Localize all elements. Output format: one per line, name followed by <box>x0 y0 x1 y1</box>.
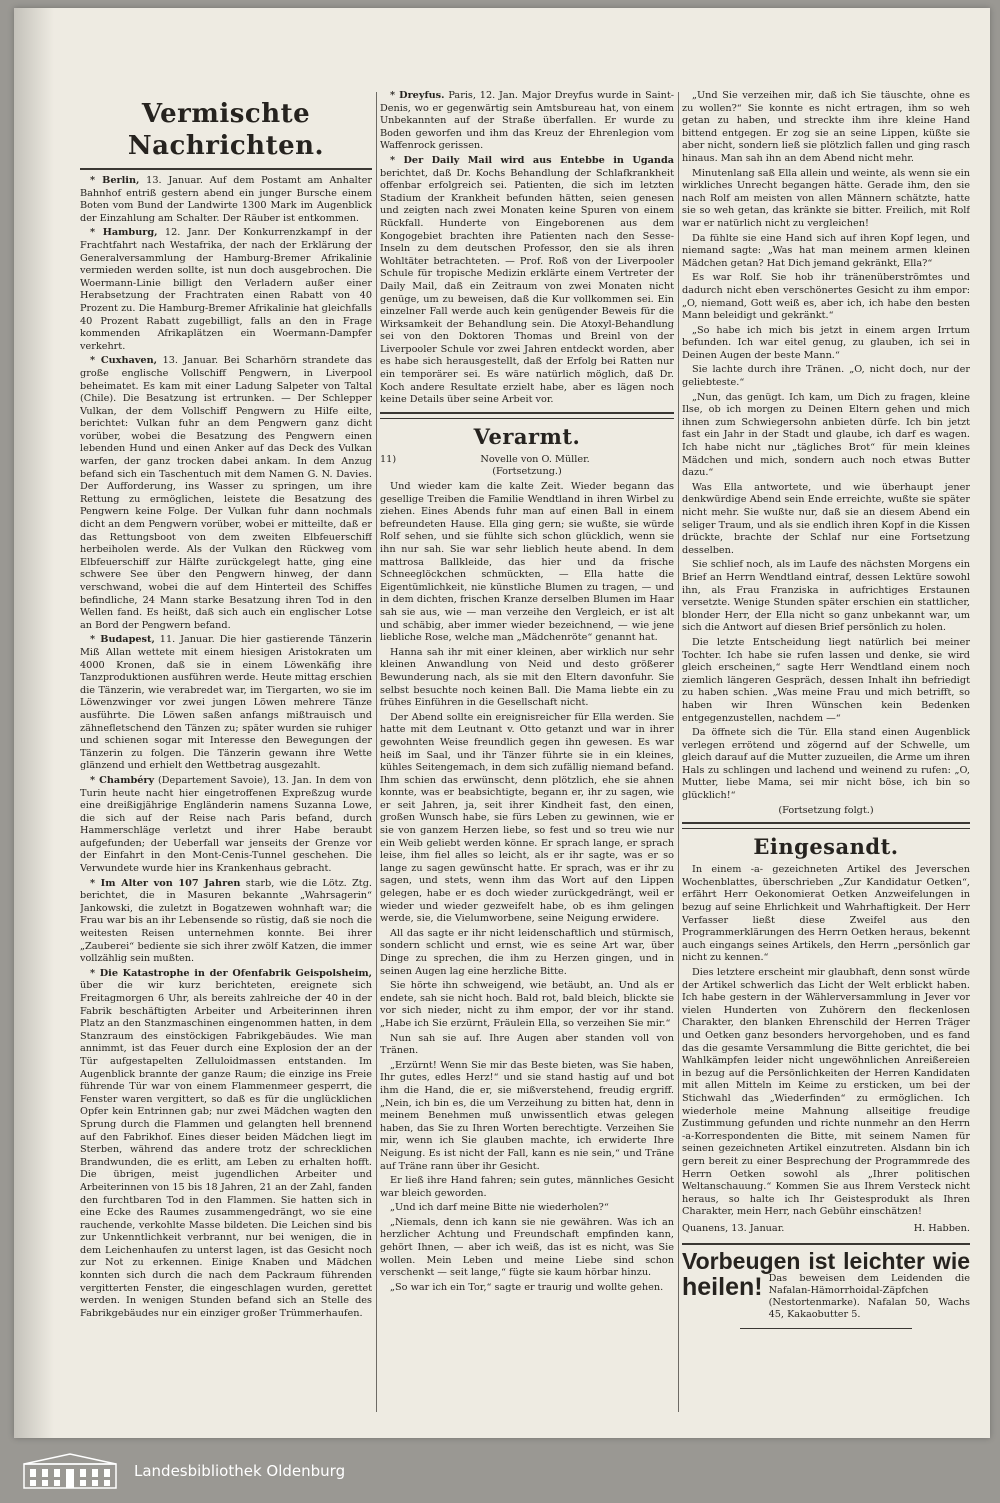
news-articles <box>80 175 372 1320</box>
serial-paragraph: „So habe ich mich bis jetzt in einem argen Irrtum befunden. Ich war eitel genug, zu glauben, ich sei in Deinen Augen der beste Mann.“ <box>682 324 970 361</box>
serial-text <box>682 90 970 803</box>
news-item-lead: * Hamburg, <box>90 227 158 239</box>
library-building-icon <box>22 1452 118 1490</box>
column-serial-and-letters <box>682 90 970 1430</box>
serial-paragraph: Es war Rolf. Sie hob ihr tränenüberströmtes und dadurch nicht eben verschönertes Gesicht zu ihm empor: „O, niemand, Gott weiß es, aber ich, ich habe den besten Mann beleidigt und gekränkt.“ <box>682 272 970 322</box>
news-item-lead: * Berlin, <box>90 175 140 186</box>
column-rule <box>678 92 679 1412</box>
news-item-text: 13. Januar. Auf dem Postamt am Anhalter Bahnhof entriß gestern abend ein junger Bursche einem Boten vom Bund der Landwirte 1300 Mark im Augenblick der Einzahlung am Schalter. Der Räuber ist entkommen. <box>80 175 372 224</box>
column-news-and-serial <box>380 90 674 1430</box>
news-item-text: über die wir kurz berichteten, ereignete sich Freitagmorgen 6 Uhr, als bereits zahlreiche der 40 in der Fabrik beschäftigten Arbeiter und Arbeiterinnen ihren Platz an den Stanzmaschinen eingenommen hatten, in dem Stanzraum des einstöckigen Fabrikgebäudes. Wie man annimmt, ist das Feuer durch eine Explosion der an der Tür aufgestapelten Zelluloidmassen entstanden. Im Augenblick brannte der ganze Raum; die einzige ins Freie führende Tür war von einem Flammenmeer gesperrt, die Fenster waren vergittert, so daß es für die unglücklichen Opfer kein Entrinnen gab; nur zwei Mädchen wagten den Sprung durch die Flammen und gelangten hell brennend auf den Fabrikhof. Eines dieser beiden Mädchen liegt im Sterben, während das andere trotz der schrecklichen Brandwunden, die es erlitt, am Leben zu erhalten hofft. Die übrigen, meist jugendlichen Arbeiter und Arbeiterinnen von 15 bis 18 Jahren, 21 an der Zahl, fanden den furchtbaren Tod in den Flammen. Sie hatten sich in eine Ecke des Raumes zusammengedrängt, wo sie eine rauchende, verkohlte Masse bildeten. Die Leichen sind bis zur Unkenntlichkeit verbrannt, nur bei wenigen, die in dem Leichenhaufen zu unterst lagen, ist das Gesicht noch zur Not zu erkennen. Einige Knaben und Mädchen konnten sich durch die nach dem Packraum führenden vergitterten Fenster, die eingeschlagen wurden, gerettet werden. In wenigen Stunden befand sich an Stelle des Fabrikgebäudes nur ein einziger großer Trümmerhaufen. <box>80 980 372 1319</box>
serial-title: Novelle von O. Müller. <box>480 453 590 465</box>
news-item <box>80 968 372 1321</box>
library-name: Landesbibliothek Oldenburg <box>134 1461 346 1480</box>
column-rule <box>376 92 377 1412</box>
letter-text <box>682 864 970 1219</box>
library-footer <box>0 1438 1000 1503</box>
serial-to-be-continued: (Fortsetzung folgt.) <box>778 804 874 816</box>
serial-paragraph: „Niemals, denn ich kann sie nie gewähren. Was ich an herzlicher Achtung und Freundschaft empfinden kann, gehört Ihnen, — aber ich weiß, das ist es nicht, was Sie wollen. Mein Leben und meine Liebe sind schon verschenkt — seit lange,“ fügte sie kaum hörbar hinzu. <box>380 1216 674 1279</box>
letters-heading: Eingesandt. <box>753 834 899 860</box>
serial-paragraph: Da fühlte sie eine Hand sich auf ihren Kopf legen, und niemand sagte: „Was hat man meinem armen kleinen Mädchen getan? Hat Dich jemand gekränkt, Ella?“ <box>682 232 970 269</box>
serial-paragraph: Nun sah sie auf. Ihre Augen aber standen voll von Tränen. <box>380 1032 674 1057</box>
serial-paragraph: Sie hörte ihn schweigend, wie betäubt, an. Und als er endete, sah sie nicht hoch. Bald rot, bald bleich, blickte sie vor sich nieder, nicht zu ihm empor, der vor ihr stand. „Habe ich Sie erzürnt, Fräulein Ella, so verzeihen Sie mir.“ <box>380 980 674 1029</box>
section-rule <box>380 412 674 419</box>
serial-heading: Verarmt. <box>473 423 581 449</box>
column-miscellaneous-news <box>80 92 372 1432</box>
news-item-lead: * Der Daily Mail wird aus Entebbe in Uganda <box>390 154 674 166</box>
news-item-text: (Departement Savoie), 13. Jan. In dem von Turin heute nacht hier eingetroffenen Expreßzug wurde eine dreißigjährige Engländerin namens Suzanna Lowe, die sich auf der Reise nach Paris befand, durch Hammerschläge verletzt und ihrer Habe beraubt aufgefunden; der Ueberfall war jenseits der Grenze vor der Einfahrt in den Mont-Cenis-Tunnel geschehen. Die Verwundete wurde hier ins Krankenhaus gebracht. <box>80 774 372 875</box>
binding-shadow <box>14 8 54 1438</box>
serial-text <box>380 481 674 1294</box>
serial-continuation: (Fortsetzung.) <box>492 466 562 478</box>
serial-paragraph: Sie schlief noch, als im Laufe des nächsten Morgens ein Brief an Herrn Wendtland eintraf, dessen Lektüre sowohl ihn, als Frau Franziska in aufrichtiges Erstaunen versetzte. Wenige Stunden später erschien ein stattlicher, blonder Herr, der Ella nicht so ganz unbekannt war, um sich die Antwort auf diesen Brief persönlich zu holen. <box>682 559 970 634</box>
serial-number: 11) <box>380 453 397 465</box>
ad-headline: Vorbeugen ist leichter wie <box>682 1248 970 1275</box>
news-item <box>80 175 372 225</box>
letter-signature: H. Habben. <box>913 1222 970 1234</box>
news-item <box>80 775 372 876</box>
news-item-text: 11. Januar. Die hier gastierende Tänzerin Miß Allan wettete mit einem hiesigen Aristokraten um 4000 Kronen, daß sie in einem Löwenkäfig ihre Tanzproduktionen ausführen werde. Heute mittag erschien die Tänzerin, wie verabredet war, im Tiergarten, wo sie im Löwenzwinger vor zwei jungen Löwen mehrere Tänze ausführte. Die Löwen saßen anfangs mißtrauisch und zähnefletschend den Tänzen zu; später wurden sie ruhiger und schienen sogar mit Interesse den Bewegungen der Tänzerin zu folgen. Die Tänzerin gewann ihre Wette glänzend und erhielt den Wettbetrag ausgezahlt. <box>80 634 372 772</box>
serial-byline <box>380 454 674 467</box>
news-item <box>380 155 674 407</box>
letter-signature-line <box>682 1223 970 1236</box>
section-rule <box>682 822 970 829</box>
serial-paragraph: Die letzte Entscheidung liegt natürlich bei meiner Tochter. Ich habe sie rufen lassen und denke, sie wird gleich erscheinen,“ sagte Herr Wendtland einem noch ziemlich längeren Gespräch, dessen Inhalt ihn befriedigt zu haben schien. „Was meine Frau und mich betrifft, so haben wir Ihren Wünschen kein Bedenken entgegenzustellen, nachdem —“ <box>682 636 970 724</box>
serial-paragraph: All das sagte er ihr nicht leidenschaftlich und stürmisch, sondern schlicht und ernst, wie es seine Art war, über Dinge zu sprechen, die ihm zu Herzen gingen, und in seinen Augen lag eine herzliche Bitte. <box>380 927 674 977</box>
news-item <box>80 634 372 773</box>
news-item-text: starb, wie die Lötz. Ztg. berichtet, die in Masuren bekannte „Wahrsagerin“ Jankowski, die zuletzt in Bogatzewen wohnhaft war; die Frau war bis an ihr Lebensende so rüstig, daß sie noch die weitesten Reisen unternehmen konnte. Bei ihrer „Zauberei“ bediente sie sich ihrer zwölf Katzen, die immer vollzählig sein mußten. <box>80 877 372 965</box>
heading-rule <box>80 168 372 170</box>
news-item-lead: * Chambéry <box>90 774 155 786</box>
news-item-lead: * Im Alter von 107 Jahren <box>90 877 241 889</box>
news-item-text: berichtet, daß Dr. Kochs Behandlung der Schlafkrankheit offenbar erfolgreich sei. Patienten, die sich im letzten Stadium der Krankheit befunden hätten, seien genesen und zeigten nach zwei Monaten keine Spuren von einem Rückfall. Hunderte von Eingeborenen aus dem Kongogebiet brachten ihre Patienten nach den Sesse-Inseln zu dem deutschen Professor, den sie als ihren Wohltäter betrachteten. — Prof. Roß von der Liverpooler Schule für tropische Medizin erklärte einem Vertreter der Daily Mail, daß ein Zeitraum von zwei Monaten nicht genüge, um zu beweisen, daß die Kur vollkommen sei. Ein einzelner Fall werde auch kein genügender Beweis für die Wirksamkeit der Behandlung sein. Die Atoxyl-Behandlung sei von den Doktoren Thomas und Breinl von der Liverpooler Schule vor zwei Jahren entdeckt worden, aber es habe sich herausgestellt, daß der Erfolg bei Ratten nur ein temporärer sei. Es wäre natürlich möglich, daß Dr. Koch andere Resultate erzielt habe, aber es lägen noch keine Details über seine Arbeit vor. <box>380 167 674 406</box>
news-item <box>80 878 372 966</box>
advertisement <box>682 1243 970 1329</box>
serial-paragraph: Und wieder kam die kalte Zeit. Wieder begann das gesellige Treiben die Familie Wendtland in ihren Wirbel zu ziehen. Eines Abends fuhr man auf einen Ball in einem befreundeten Hause. Ella ging gern; sie wußte, sie würde Rolf sehen, und sie fühlte sich schon glücklich, wenn sie ihn nur sah. Sie war sehr lieblich heute abend. In dem mattrosa Ballkleide, das hier und da frische Schneeglöckchen schmückten, — Ella hatte die Eigentümlichkeit, nie künstliche Blumen zu tragen, — und in dem dichten, frischen Kranze derselben Blumen im Haar sah sie aus, wie — man verzeihe den Vergleich, er ist alt und schäbig, aber immer wieder bezeichnend, — wie jene liebliche Rose, welche man „Mädchenröte“ genannt hat. <box>380 481 674 644</box>
news-item <box>80 355 372 632</box>
serial-paragraph: Da öffnete sich die Tür. Ella stand einen Augenblick verlegen errötend und zögernd auf der Schwelle, um gleich darauf auf die Mutter zuzueilen, die Arme um ihren Hals zu schlingen und lachend und weinend zu rufen: „O, Mutter, liebe Mama, sei mir nicht böse, ich bin so glücklich!“ <box>682 727 970 802</box>
serial-paragraph: „Erzürnt! Wenn Sie mir das Beste bieten, was Sie haben, Ihr gutes, edles Herz!“ und sie stand hastig auf und bot ihm die Hand, die er, sie mißverstehend, freudig ergriff. „Nein, ich bin es, die um Verzeihung zu bitten hat, denn in meinem Benehmen muß unwissentlich etwas gelegen haben, das Sie zu Ihren Worten berechtigte. Verzeihen Sie mir, wenn ich Sie glauben machte, ich erwiderte Ihre Neigung. Es ist nicht der Fall, kann es nie sein,“ und Träne auf Träne rann über ihr Gesicht. <box>380 1059 674 1172</box>
news-item-text: 13. Januar. Bei Scharhörn strandete das große englische Vollschiff Pengwern, in Liverpool beheimatet. Es kam mit einer Ladung Salpeter von Taltal (Chile). Die Besatzung ist ertrunken. — Der Schlepper Vulkan, der dem Vollschiff Pengwern zu Hilfe eilte, berichtet: Vulkan fuhr an dem Pengwern ganz dicht vorüber, wobei die Besatzung des Pengwern einen lebenden Hund und einen Anker auf das Deck des Vulkan warfen, der ganz trocken dabei ankam. In dem Anzug befand sich ein Taschentuch mit dem Namen G. N. Davies. Der Aufforderung, ins Wasser zu springen, um ihre Rettung zu ermöglichen, leistete die Besatzung des Pengwern keine Folge. Der Vulkan fuhr dann nochmals dicht an dem Pengwern vorüber, wobei er mitteilte, daß er das Rettungsboot von dem zweiten Elbfeuerschiff herbeiholen werde. Als der Vulkan den Rückweg vom Elbfeuerschiff zur Hälfte zurückgelegt hatte, ging eine schwere See über den Pengwern hinweg, der dann verschwand, wobei die auf dem Hinterteil des Schiffes befindliche, 24 Mann starke Besatzung ihren Tod in den Wellen fand. Es heißt, daß sich auch ein englischer Lotse an Bord der Pengwern befand. <box>80 355 372 631</box>
news-articles <box>380 90 674 407</box>
news-item-text: Paris, 12. Jan. Major Dreyfus wurde in Saint-Denis, wo er gegenwärtig sein Amtsbureau hat, von einem Unbekannten auf der Straße überfallen. Er wurde zu Boden geworfen und ihm das Kreuz der Ehrenlegion vom Waffenrock gerissen. <box>380 90 674 152</box>
news-item <box>380 90 674 153</box>
serial-paragraph: „Und ich darf meine Bitte nie wiederholen?“ <box>390 1202 609 1214</box>
serial-paragraph: Minutenlang saß Ella allein und weinte, als wenn sie ein wirkliches Unrecht begangen hätte. Gerade ihm, den sie nach Rolf am meisten von allen Männern schätzte, hatte sie so weh getan, das kränkte sie bitter. Freilich, mit Rolf war er natürlich nicht zu vergleichen! <box>682 167 970 229</box>
serial-paragraph: Was Ella antwortete, und wie überhaupt jener denkwürdige Abend sein Ende erreichte, wußte sie später nicht mehr. Sie wußte nur, daß sie an diesem Abend ein seliger Traum, und als sie endlich ihren Kopf in die Kissen drückte, brachte der Schlaf nur eine Fortsetzung desselben. <box>682 481 970 556</box>
serial-paragraph: Der Abend sollte ein ereignisreicher für Ella werden. Sie hatte mit dem Leutnant v. Otto getanzt und war in ihrer gewohnten Weise freundlich gegen ihn gewesen. Es war heiß im Saal, und ihr Tänzer führte sie in ein kleines, kühles Seitengemach, in dem sich zufällig niemand befand. Ihm schien das erwünscht, denn plötzlich, ehe sie ahnen konnte, was er beabsichtigte, begann er, ihr zu sagen, wie er seit Jahren, ja, seit ihrer Kindheit fast, den einen, großen Wunsch habe, sie fürs Leben zu gewinnen, wie er sie von ganzem Herzen liebe, so fest und so treu wie nur ein Weib geliebt werden könne. Er sprach lange, er sprach leise, ihm fiel alles so leicht, als er ihr sagte, was er so lange zu sagen gewünscht hatte. Er sprach, was er ihr zu sagen, und stets, wenn ihm das Wort auf den Lippen gelegen, habe er es doch wieder zurückgedrängt, weil er wieder und wieder gezweifelt habe, ob es ihm gelingen werde, sie, die Vielumworbene, seine Neigung erwidere. <box>380 711 674 925</box>
ad-rule <box>740 1325 913 1329</box>
ad-headline-continued: heilen! <box>682 1273 763 1302</box>
section-heading: Vermischte Nachrichten. <box>127 99 325 161</box>
letter-paragraph: Dies letztere erscheint mir glaubhaft, denn sonst würde der Artikel schwerlich das Licht der Welt erblickt haben. Ich habe gestern in der Wählerversammlung in Jever vor vielen Hunderten von Zuhörern den fleckenlosen Charakter, den blanken Ehrenschild der Herren Träger und Oetken ganz besonders hervorgehoben, und es fand das die gesamte Versammlung die Bitte gerichtet, die bei Wahlkämpfen leider nicht ungewöhnlichen Anreißereien in bezug auf die Persönlichkeiten der Herren Kandidaten mit allen Mitteln im Keime zu ersticken, um bei der Stichwahl das „Wiederfinden“ zu ermöglichen. Ich wiederhole meine Mahnung allseitige freudige Zustimmung gefunden und richte nunmehr an den Herrn -a-Korrespondenten die Bitte, mit seinem Namen für seinen gezeichneten Artikel einzutreten. Alsdann bin ich gern bereit zu einer Besprechung der Programmrede des Herrn Oetken sowohl als „Ihrer politischen Weltanschauung.“ Kommen Sie aus Ihrem Versteck nicht heraus, so halte ich Ihr Geistesprodukt als Ihren Charakter, mein Herr, nach Gebühr einschätzen! <box>682 967 970 1218</box>
news-item-lead: * Die Katastrophe in der Ofenfabrik Geispolsheim, <box>90 967 372 979</box>
news-item-lead: * Dreyfus. <box>390 90 445 101</box>
serial-paragraph: „Nun, das genügt. Ich kam, um Dich zu fragen, kleine Ilse, ob ich morgen zu Deinen Eltern gehen und mich ihnen zum Schwiegersohn anbieten dürfe. Ich bin jetzt fast ein Jahr in der Stadt und glaube, ich darf es wagen. Ich habe nicht nur „tägliches Brot“ für mein kleines Mädchen und mich, sondern auch noch etwas Butter dazu.“ <box>682 391 970 479</box>
letter-place-date: Quanens, 13. Januar. <box>682 1222 785 1234</box>
ad-text: Das beweisen dem Leidenden die Nafalan-Hämorrhoidal-Zäpfchen (Nestortenmarke). Nafalan 50, Wachs 45, Kakaobutter 5. <box>768 1273 970 1321</box>
serial-paragraph: „So war ich ein Tor,“ sagte er traurig und wollte gehen. <box>390 1281 664 1293</box>
serial-paragraph: „Und Sie verzeihen mir, daß ich Sie täuschte, ohne es zu wollen?“ Sie konnte es nicht ertragen, ihm so weh getan zu haben, und streckte ihm ihre kleine Hand bittend entgegen. Er zog sie an seine Lippen, küßte sie aber nicht, sondern ließ sie plötzlich fallen und ging rasch hinaus. Man sah ihn an dem Abend nicht mehr. <box>682 90 970 164</box>
news-item-lead: * Cuxhaven, <box>90 355 157 367</box>
news-item-text: 12. Janr. Der Konkurrenzkampf in der Frachtfahrt nach Westafrika, der nach der Erklärung der Generalversammlung der Hamburg-Bremer Afrikalinie vermieden werden sollte, ist nun doch ausgebrochen. Die Woermann-Linie billigt den Verladern außer einer Herabsetzung der Frachtraten einen Rabatt von 40 Prozent zu. Die Hamburg-Bremer Afrikalinie hat gleichfalls 40 Prozent Rabatt zugebilligt, falls an den in Frage kommenden Afrikaplätzen ein Woermann-Dampfer verkehrt. <box>80 227 372 352</box>
serial-paragraph: Hanna sah ihr mit einer kleinen, aber wirklich nur sehr kleinen Anwandlung von Neid und desto größerer Bewunderung nach, als sie mit den Eltern davonfuhr. Sie selbst besuchte noch keinen Ball. Die Mama liebte ein zu frühes Einführen in die Gesellschaft nicht. <box>380 646 674 709</box>
serial-paragraph: Sie lachte durch ihre Tränen. „O, nicht doch, nur der geliebteste.“ <box>682 364 970 389</box>
serial-paragraph: Er ließ ihre Hand fahren; sein gutes, männliches Gesicht war bleich geworden. <box>380 1175 674 1199</box>
news-item <box>80 227 372 353</box>
news-item-lead: * Budapest, <box>90 634 155 646</box>
letter-paragraph: In einem -a- gezeichneten Artikel des Jeverschen Wochenblattes, überschrieben „Zur Kandidatur Oetken“, erfährt Herr Oekonomierat Oetken Anzweifelungen in bezug auf seine Ehrlichkeit und Wahrhaftigkeit. Der Herr Verfasser ließt diese Zweifel aus den Programmerklärungen des Herrn Oetken heraus, bekennt auch eingangs seines Artikels, den Herrn „persönlich gar nicht zu kennen.“ <box>682 864 970 964</box>
newspaper-page <box>14 8 990 1438</box>
ad-body <box>682 1273 970 1321</box>
